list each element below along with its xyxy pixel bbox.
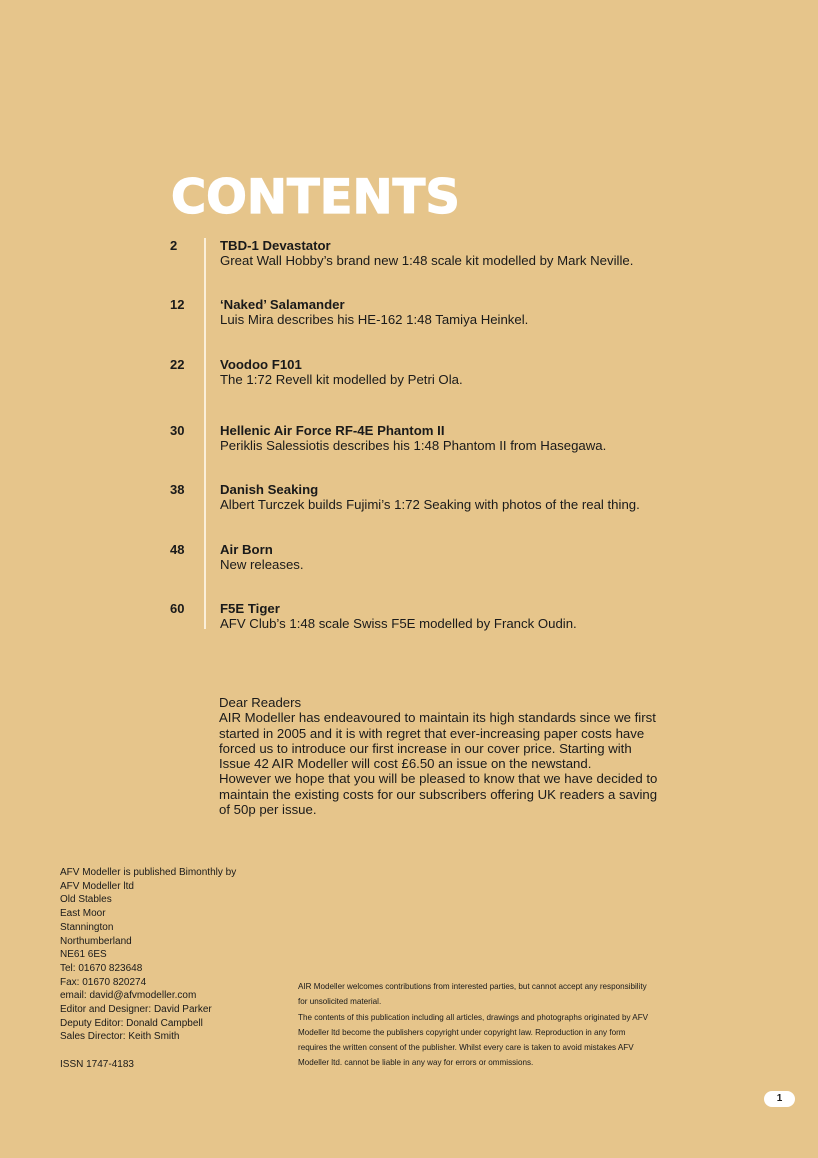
disclaimer-line: for unsolicited material. [298,997,382,1007]
toc-page-number: 22 [170,357,185,372]
toc-entry[interactable] [0,482,818,522]
editor-letter [219,695,719,817]
toc-heading: Voodoo F101 [220,357,302,372]
toc-description: New releases. [220,557,304,572]
toc-page-number: 48 [170,542,185,557]
imprint-line: East Moor [60,908,106,920]
imprint-line: AFV Modeller is published Bimonthly by [60,867,237,878]
letter-line: of 50p per issue. [219,802,317,818]
imprint-line: Stannington [60,921,114,933]
legal-disclaimer [298,979,738,1071]
imprint-line: Sales Director: Keith Smith [60,1031,180,1043]
letter-line: maintain the existing costs for our subscribers offering UK readers a saving [219,786,658,802]
toc-description: Periklis Salessiotis describes his 1:48 Phantom II from Hasegawa. [220,438,607,453]
letter-line: Issue 42 AIR Modeller will cost £6.50 an issue on the newstand. [219,756,592,772]
toc-heading: ‘Naked’ Salamander [220,297,345,312]
page-title: CONTENTS [171,170,460,225]
disclaimer-line: requires the written consent of the publisher. Whilst every care is taken to avoid mistakes AFV [298,1043,634,1053]
disclaimer-line: AIR Modeller welcomes contributions from interested parties, but cannot accept any responsibility [298,982,647,991]
toc-page-number: 38 [170,482,185,497]
imprint-line: AFV Modeller ltd [60,880,134,892]
toc-page-number: 30 [170,423,185,438]
toc-description: Luis Mira describes his HE-162 1:48 Tamiya Heinkel. [220,312,529,327]
imprint-line: Northumberland [60,935,132,947]
toc-page-number: 2 [170,238,178,253]
spacer [60,1044,236,1058]
disclaimer-line: Modeller ltd. cannot be liable in any way for errors or ommissions. [298,1058,534,1068]
imprint-line: Editor and Designer: David Parker [60,1004,212,1016]
toc-heading: Danish Seaking [220,482,319,497]
letter-line: forced us to introduce our first increase in our cover price. Starting with [219,740,632,756]
disclaimer-line: The contents of this publication including all articles, drawings and photographs originated by AFV [298,1012,649,1022]
imprint-fax: Fax: 01670 820274 [60,976,147,988]
toc-entry[interactable] [0,601,818,641]
imprint-phone: Tel: 01670 823648 [60,962,143,974]
page-number-badge: 1 [764,1091,795,1107]
toc-description: The 1:72 Revell kit modelled by Petri Ola. [220,372,463,387]
toc-entry[interactable] [0,542,818,582]
disclaimer-line: Modeller ltd become the publishers copyright under copyright law. Reproduction in any form [298,1027,626,1037]
letter-line: However we hope that you will be pleased to know that we have decided to [219,771,658,787]
imprint-line: Deputy Editor: Donald Campbell [60,1017,203,1029]
toc-entry[interactable] [0,238,818,278]
toc-heading: TBD-1 Devastator [220,238,331,253]
imprint-line: Old Stables [60,894,112,906]
toc-description: Albert Turczek builds Fujimi’s 1:72 Seaking with photos of the real thing. [220,497,640,512]
toc-entry[interactable] [0,357,818,397]
toc-entry[interactable] [0,423,818,463]
issn: ISSN 1747-4183 [60,1058,134,1070]
toc-entry[interactable] [0,297,818,337]
letter-salutation: Dear Readers [219,695,302,710]
imprint-line: NE61 6ES [60,949,107,961]
toc-heading: Air Born [220,542,273,557]
toc-heading: Hellenic Air Force RF-4E Phantom II [220,423,445,438]
letter-line: AIR Modeller has endeavoured to maintain its high standards since we first [219,710,656,726]
toc-description: Great Wall Hobby’s brand new 1:48 scale kit modelled by Mark Neville. [220,253,634,268]
letter-line: started in 2005 and it is with regret that ever-increasing paper costs have [219,725,645,741]
toc-page-number: 60 [170,601,185,616]
toc-heading: F5E Tiger [220,601,280,616]
toc-page-number: 12 [170,297,185,312]
toc-description: AFV Club’s 1:48 scale Swiss F5E modelled by Franck Oudin. [220,616,577,631]
imprint-email[interactable]: email: david@afvmodeller.com [60,990,197,1002]
publisher-imprint [60,866,236,1072]
